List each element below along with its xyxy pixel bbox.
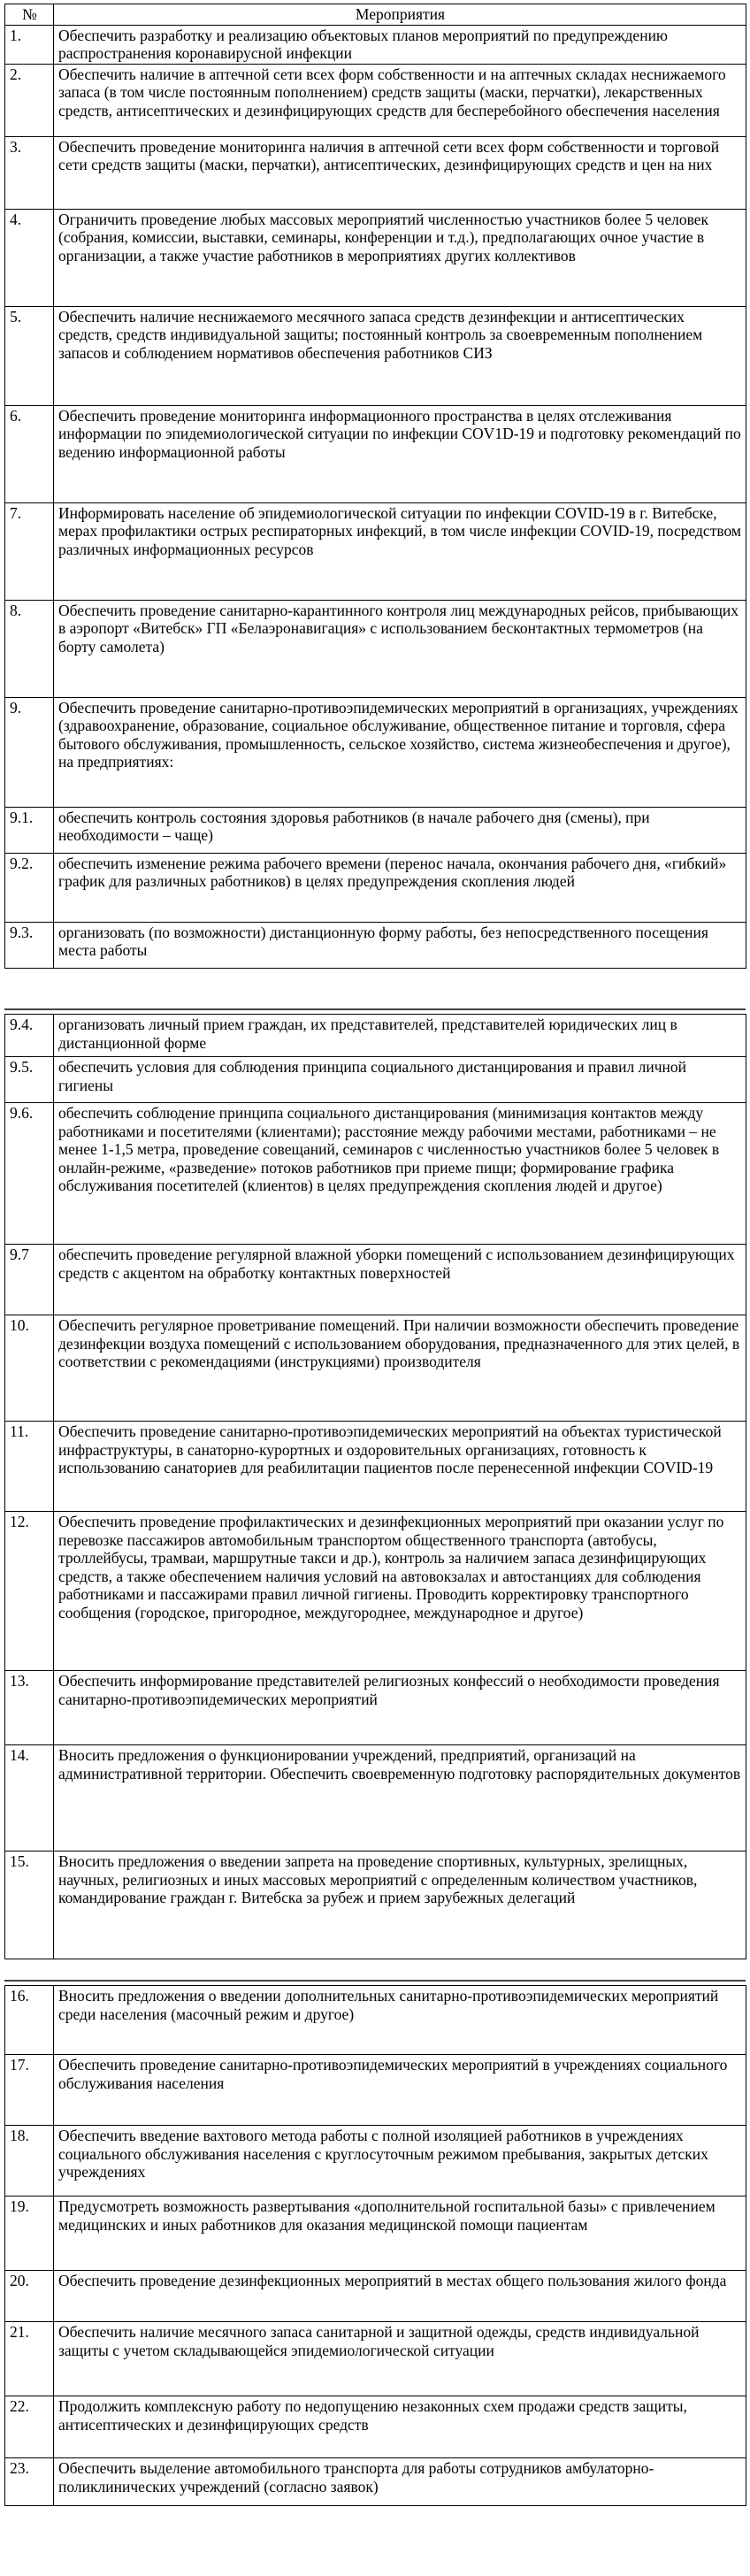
table-row (5, 1103, 746, 1245)
row-num: 10. (5, 1315, 54, 1422)
row-num: 17. (5, 2055, 54, 2126)
row-text: Предусмотреть возможность развертывания «дополнительной госпитальной базы» с привлечением медицинских и иных работников для оказания медицинской помощи пациентам (54, 2196, 746, 2271)
row-text: Вносить предложения о введении дополнительных санитарно-противоэпидемических мероприятий среди населения (масочный режим и другое) (54, 1986, 746, 2055)
row-num: 1. (5, 25, 54, 64)
row-text: организовать (по возможности) дистанционную форму работы, без непосредственного посещения места работы (54, 922, 746, 968)
row-text: обеспечить соблюдение принципа социального дистанцирования (минимизация контактов между работниками и посетителями (клиентами); расстояние между рабочими местами, работниками – не менее 1-1,5 метра, проведение совещаний, семинаров с численностью участников более 5 человек в онлайн-режиме, «разведение» потоков работников при приеме пищи; формирование графика обслуживания посетителей (клиентов) в целях предупреждения скопления людей и другое) (54, 1103, 746, 1245)
table-row (5, 2458, 746, 2506)
row-text: Обеспечить наличие неснижаемого месячного запаса средств дезинфекции и антисептических средств, средств индивидуальной защиты; постоянный контроль за своевременным пополнением запасов и соблюдением нормативов обеспечения работников СИЗ (54, 306, 746, 405)
row-text: Обеспечить проведение профилактических и дезинфекционных мероприятий при оказании услуг по перевозке пассажиров автомобильным транспортом общественного транспорта (автобусы, троллейбусы, трамваи, маршрутные такси и др.), контроль за наличием запаса дезинфицирующих средств, а также обеспечением наличия условий на автовокзалах и автостанциях для соблюдения работниками и пассажирами правил личной гигиены. Проводить корректировку транспортного сообщения (городское, пригородное, междугороднее, международное и другое) (54, 1512, 746, 1671)
row-text: Вносить предложения о функционировании учреждений, предприятий, организаций на административной территории. Обеспечить своевременную подготовку распорядительных документов (54, 1745, 746, 1852)
row-text: обеспечить проведение регулярной влажной уборки помещений с использованием дезинфицирующих средств с акцентом на обработку контактных поверхностей (54, 1245, 746, 1315)
table-row (5, 306, 746, 405)
row-text: Обеспечить выделение автомобильного транспорта для работы сотрудников амбулаторно-поликлинических учреждений (согласно заявок) (54, 2458, 746, 2506)
table-row (5, 502, 746, 600)
row-text: Обеспечить наличие месячного запаса санитарной и защитной одежды, средств индивидуальной защиты с учетом складывающейся эпидемиологической ситуации (54, 2322, 746, 2396)
row-num: 18. (5, 2126, 54, 2196)
row-num: 11. (5, 1422, 54, 1512)
row-text: Обеспечить проведение дезинфекционных мероприятий в местах общего пользования жилого фонда (54, 2271, 746, 2322)
row-num: 9.1. (5, 807, 54, 853)
page-break-line (4, 1008, 746, 1010)
row-text: Продолжить комплексную работу по недопущению незаконных схем продажи средств защиты, антисептических и дезинфицирующих средств (54, 2396, 746, 2458)
table-row (5, 2322, 746, 2396)
row-text: организовать личный прием граждан, их представителей, представителей юридических лиц в дистанционной форме (54, 1015, 746, 1057)
table-row (5, 2271, 746, 2322)
page-break-line (4, 1980, 746, 1982)
row-num: 9. (5, 697, 54, 807)
measures-table-part-3 (4, 1985, 746, 2506)
table-row (5, 209, 746, 306)
table-row (5, 1671, 746, 1745)
row-text: Обеспечить проведение санитарно-карантинного контроля лиц международных рейсов, прибывающих в аэропорт «Витебск» ГП «Белаэронавигация» с использованием бесконтактных термометров (на борту самолета) (54, 600, 746, 697)
row-text: Обеспечить регулярное проветривание помещений. При наличии возможности обеспечить проведение дезинфекции воздуха помещений с использованием оборудования, предназначенного для этих целей, в соответствии с рекомендациями (инструкциями) производителя (54, 1315, 746, 1422)
row-num: 9.2. (5, 853, 54, 922)
row-text: обеспечить условия для соблюдения принципа социального дистанцирования и правил личной гигиены (54, 1057, 746, 1103)
row-num: 19. (5, 2196, 54, 2271)
row-text: Обеспечить разработку и реализацию объектовых планов мероприятий по предупреждению распространения коронавирусной инфекции (54, 25, 746, 64)
table-row (5, 2196, 746, 2271)
row-text: Ограничить проведение любых массовых мероприятий численностью участников более 5 человек (собрания, комиссии, выставки, семинары, конференции и т.д.), предполагающих очное участие в организации, а также участие работников в мероприятиях других коллективов (54, 209, 746, 306)
table-row (5, 853, 746, 922)
row-num: 9.6. (5, 1103, 54, 1245)
row-num: 20. (5, 2271, 54, 2322)
row-text: Обеспечить проведение санитарно-противоэпидемических мероприятий в учреждениях социального обслуживания населения (54, 2055, 746, 2126)
row-num: 9.5. (5, 1057, 54, 1103)
table-row (5, 1745, 746, 1852)
table-row (5, 1015, 746, 1057)
row-num: 8. (5, 600, 54, 697)
row-num: 23. (5, 2458, 54, 2506)
row-num: 9.3. (5, 922, 54, 968)
table-row (5, 2055, 746, 2126)
row-num: 16. (5, 1986, 54, 2055)
row-num: 4. (5, 209, 54, 306)
table-row (5, 1852, 746, 1959)
table-row (5, 697, 746, 807)
table-row (5, 807, 746, 853)
row-text: обеспечить изменение режима рабочего времени (перенос начала, окончания рабочего дня, «гибкий» график для различных работников) в целях предупреждения скопления людей (54, 853, 746, 922)
header-num: № (5, 4, 54, 26)
header-title: Мероприятия (54, 4, 746, 26)
row-text: Обеспечить проведение мониторинга наличия в аптечной сети всех форм собственности и торговой сети средств защиты (маски, перчатки), антисептических, дезинфицирующих средств и цен на них (54, 136, 746, 209)
table-row (5, 64, 746, 136)
row-num: 2. (5, 64, 54, 136)
row-num: 22. (5, 2396, 54, 2458)
row-text: Обеспечить введение вахтового метода работы с полной изоляцией работников в учреждениях социального обслуживания населения с круглосуточным режимом пребывания, закрытых детских учреждениях (54, 2126, 746, 2196)
table-row (5, 136, 746, 209)
row-num: 15. (5, 1852, 54, 1959)
row-num: 21. (5, 2322, 54, 2396)
table-row (5, 405, 746, 502)
table-row (5, 1986, 746, 2055)
table-row (5, 922, 746, 968)
row-num: 9.4. (5, 1015, 54, 1057)
row-text: Вносить предложения о введении запрета на проведение спортивных, культурных, зрелищных, научных, религиозных и иных массовых мероприятий с определенным количеством участников, командирование граждан г. Витебска за рубеж и прием зарубежных делегаций (54, 1852, 746, 1959)
row-num: 13. (5, 1671, 54, 1745)
table-row (5, 1057, 746, 1103)
table-row (5, 25, 746, 64)
table-row (5, 2126, 746, 2196)
row-num: 5. (5, 306, 54, 405)
row-num: 6. (5, 405, 54, 502)
table-row (5, 2396, 746, 2458)
row-num: 3. (5, 136, 54, 209)
table-row (5, 1512, 746, 1671)
row-num: 14. (5, 1745, 54, 1852)
row-text: Информировать население об эпидемиологической ситуации по инфекции COVID-19 в г. Витебске, мерах профилактики острых респираторных инфекций, в том числе инфекции COVID-19, посредством различных информационных ресурсов (54, 502, 746, 600)
row-num: 12. (5, 1512, 54, 1671)
row-num: 9.7 (5, 1245, 54, 1315)
row-text: Обеспечить проведение мониторинга информационного пространства в целях отслеживания информации по эпидемиологической ситуации по инфекции COV1D-19 и подготовку рекомендаций по ведению информационной работы (54, 405, 746, 502)
table-row (5, 1315, 746, 1422)
measures-table-part-2 (4, 1014, 746, 1959)
table-row (5, 1422, 746, 1512)
row-text: Обеспечить наличие в аптечной сети всех форм собственности и на аптечных складах неснижаемого запаса (в том числе постоянным пополнением) средств защиты (маски, перчатки), лекарственных средств, антисептических и дезинфицирующих средств для бесперебойного обеспечения населения (54, 64, 746, 136)
row-text: Обеспечить информирование представителей религиозных конфессий о необходимости проведения санитарно-противоэпидемических мероприятий (54, 1671, 746, 1745)
row-num: 7. (5, 502, 54, 600)
row-text: Обеспечить проведение санитарно-противоэпидемических мероприятий на объектах туристической инфраструктуры, в санаторно-курортных и оздоровительных организациях, готовность к использованию санаториев для реабилитации пациентов после перенесенной инфекции COVID-19 (54, 1422, 746, 1512)
table-header-row (5, 4, 746, 26)
row-text: обеспечить контроль состояния здоровья работников (в начале рабочего дня (смены), при необходимости – чаще) (54, 807, 746, 853)
table-row (5, 1245, 746, 1315)
measures-table-part-1 (4, 4, 746, 969)
row-text: Обеспечить проведение санитарно-противоэпидемических мероприятий в организациях, учреждениях (здравоохранение, образование, социальное обслуживание, общественное питание и торговля, сфера бытового обслуживания, промышленность, сельское хозяйство, система жизнеобеспечения и другое), на предприятиях: (54, 697, 746, 807)
table-row (5, 600, 746, 697)
